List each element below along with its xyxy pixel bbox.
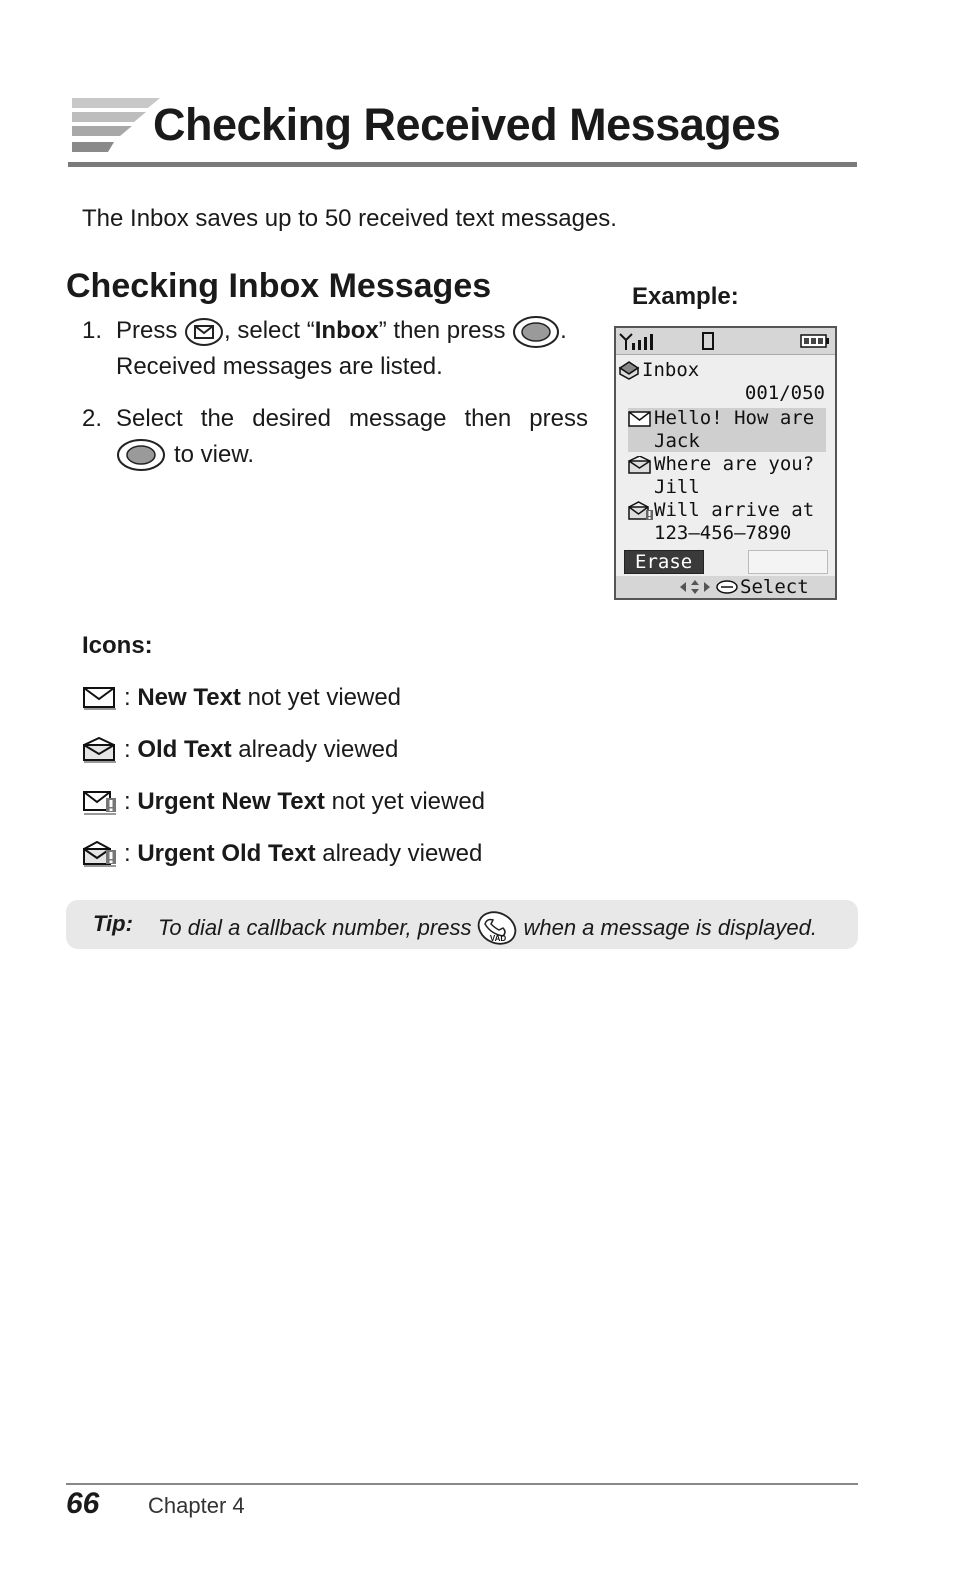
envelope-urgent-old-icon (628, 501, 654, 521)
tip-label: Tip: (93, 911, 133, 936)
step-2 (82, 402, 602, 472)
select-key-icon (716, 579, 738, 595)
message-3-sender: 123—456—7890 (654, 522, 792, 544)
legend-item: : Urgent Old Text already viewed (82, 839, 482, 869)
erase-softkey[interactable]: Erase (624, 550, 704, 574)
title-stripes-icon (68, 98, 163, 156)
select-softkey[interactable]: Select (740, 576, 809, 598)
intro-text: The Inbox saves up to 50 received text messages. (82, 205, 617, 232)
envelope-new-icon (628, 410, 652, 428)
page-number: 66 (66, 1487, 100, 1520)
section-heading: Checking Inbox Messages (66, 267, 492, 305)
phone-status-icon (702, 332, 714, 350)
legend-item: : New Text not yet viewed (82, 683, 401, 713)
envelope-old-icon (628, 456, 652, 474)
center-select-key-icon (512, 315, 560, 349)
message-1-sender: Jack (654, 430, 700, 452)
step-1 (82, 314, 602, 384)
message-2-sender: Jill (654, 476, 700, 498)
navigation-arrows-icon (678, 579, 712, 595)
message-3-preview[interactable]: Will arrive at (654, 499, 815, 521)
step-text: Press , select “Inbox” then press . (116, 314, 567, 349)
soft-key-bar (616, 576, 835, 598)
legend-item: : Old Text already viewed (82, 735, 398, 765)
battery-icon (800, 334, 830, 348)
tip-text: To dial a callback number, press VAD when a message is displayed. (158, 910, 817, 946)
center-select-key-icon (116, 438, 166, 472)
phone-screen (614, 326, 837, 600)
envelope-urgent-new-icon (82, 789, 118, 815)
envelope-new-icon (82, 685, 118, 711)
inbox-header: Inbox (642, 359, 700, 381)
icons-heading: Icons: (82, 632, 153, 659)
envelope-urgent-old-icon (82, 841, 118, 867)
example-label: Example: (632, 283, 739, 310)
inbox-icon (618, 360, 640, 380)
message-1-preview[interactable]: Hello! How are (654, 407, 815, 429)
chapter-label: Chapter 4 (148, 1493, 245, 1518)
step-text-line2: Received messages are listed. (116, 353, 443, 380)
status-bar (616, 328, 835, 355)
message-counter: 001/050 (744, 382, 825, 404)
title-rule (68, 162, 857, 167)
svg-text:VAD: VAD (490, 934, 507, 943)
mail-key-icon (184, 317, 224, 347)
envelope-old-icon (82, 737, 118, 763)
message-2-preview[interactable]: Where are you? (654, 453, 815, 475)
signal-strength-icon (618, 331, 656, 351)
step-text-line2: to view. (116, 438, 254, 472)
right-softkey-blank (748, 550, 828, 574)
step-number: 1. (82, 317, 103, 344)
send-vad-key-icon (475, 910, 519, 946)
step-text: Select the desired message then press (116, 405, 588, 432)
step-number: 2. (82, 405, 103, 432)
legend-item: : Urgent New Text not yet viewed (82, 787, 485, 817)
page-title: Checking Received Messages (153, 99, 781, 150)
footer-rule (66, 1483, 858, 1485)
